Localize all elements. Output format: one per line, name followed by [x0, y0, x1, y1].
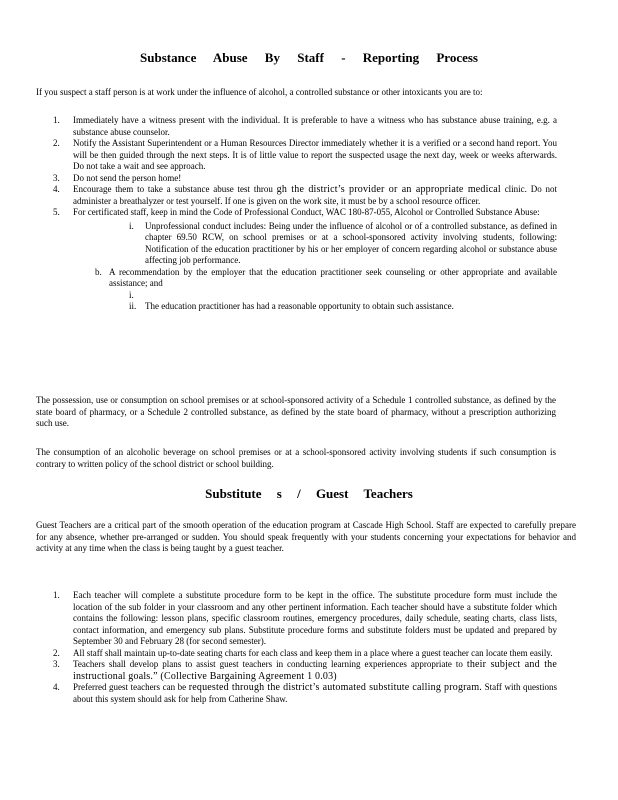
list-item-text: The education practitioner has had a reasonable opportunity to obtain such assistance.: [145, 301, 454, 311]
sub-list-item: [73, 301, 557, 313]
list-item-text: Do not send the person home!: [73, 172, 182, 183]
list-item-text: A recommendation by the employer that the education practitioner seek counseling or other appropriate and available assistance; and: [109, 266, 557, 288]
substitute-steps-list: [53, 590, 558, 705]
list-item-text: requested through the district’s automated substitute calling program.: [188, 682, 482, 693]
list-number: 1.: [53, 115, 60, 125]
list-number: ii.: [129, 301, 137, 311]
list-item-text: Unprofessional conduct includes: Being under the influence of alcohol or of a controlled substance, as defined in chapter 69.50 RCW, on school premises or at a school-sponsored activity involving students, following: Notification of the education practitioner by his or her employer of concern regarding alcohol or substance abuse affecting job performance.: [145, 220, 557, 265]
list-number: 4.: [53, 184, 60, 194]
list-item-text: Teachers shall develop plans to assist guest teachers in conducting learning experiences appropriate to: [73, 659, 463, 669]
sub-list-item: [73, 290, 557, 302]
intro-paragraph: If you suspect a staff person is at work under the influence of alcohol, a controlled substance or other intoxicants you are to:: [36, 87, 483, 97]
list-item: [53, 207, 557, 313]
list-item: [53, 138, 557, 173]
list-item: [53, 647, 557, 660]
list-item-text: Preferred guest teachers can be: [73, 682, 187, 692]
list-item: [53, 172, 557, 185]
list-number: 1.: [53, 590, 60, 600]
list-item: [53, 184, 558, 207]
list-item: [53, 115, 557, 138]
guest-teachers-paragraph: Guest Teachers are a critical part of the smooth operation of the education program at Cascade High School. Staff are expected to carefully prepare for any absence, whether pre-arranged or sudden. You should speak frequently with your students concerning your expectations for behavior and activity at any time when the class is being taught by a guest teacher.: [36, 520, 576, 553]
list-item-text: Each teacher will complete a substitute procedure form to be kept in the office. The substitute procedure form must include the location of the sub folder in your classroom and any other pertinent information. Each teacher should have a substitute folder which contains the following: lesson plans, specific classroom routines, emergency procedures, daily schedule, seating charts, class lists, contact information, and emergency sub plans. Substitute procedure forms and substitute folders must be updated and prepared by September 30 and February 28 (for second semester).: [73, 590, 557, 646]
list-item-text: Immediately have a witness present with the individual. It is preferable to have a witness who has substance abuse training, e.g. a substance abuse counselor.: [73, 115, 557, 137]
list-item-text: All staff shall maintain up-to-date seating charts for each class and keep them in a place where a guest teacher can locate them easily.: [73, 647, 553, 658]
list-number: 5.: [53, 207, 60, 217]
list-item-text: Encourage them to take a substance abuse test throu: [73, 184, 273, 194]
list-number: 4.: [53, 682, 60, 692]
list-item: [53, 659, 558, 682]
list-item-text: Staff with questions about this system should ask for help from Catherine Shaw.: [73, 682, 558, 704]
page-title: Substance Abuse By Staff - Reporting Process: [140, 50, 478, 65]
list-number: 2.: [53, 647, 60, 658]
list-number: i.: [129, 289, 134, 300]
section-title: Substitute s / Guest Teachers: [205, 486, 413, 501]
possession-paragraph: The possession, use or consumption on school premises or at school-sponsored activity of a Schedule 1 controlled substance, as defined by the state board of pharmacy, or a Schedule 2 controlled substance, as defined by the state board of pharmacy, without a prescription authorizing such use.: [36, 395, 556, 428]
list-item-text: their subject and the instructional goals.” (Collective Bargaining Agreement 1 0.03): [73, 659, 558, 682]
list-number: 3.: [53, 172, 60, 183]
list-number: 3.: [53, 659, 60, 669]
list-item-text: gh the district’s provider or an appropriate medical: [276, 184, 501, 195]
list-item: [53, 682, 558, 705]
list-item-text: clinic. Do not administer a breathalyzer or test yourself. If one is given on the work site, it must be by a school resource officer.: [73, 184, 558, 206]
list-item-text: Notify the Assistant Superintendent or a Human Resources Director immediately whether it is a verified or a second hand report. You will be then guided through the next steps. It is of little value to report the suspected usage the next day, week or weeks afterwards. Do not take a wait and see approach.: [73, 138, 557, 171]
sub-list-item: [95, 267, 557, 290]
list-number: b.: [95, 266, 102, 277]
reporting-steps-list: [53, 115, 558, 313]
consumption-paragraph: The consumption of an alcoholic beverage on school premises or at a school-sponsored activity involving students if such consumption is contrary to written policy of the school district or school building.: [36, 447, 556, 469]
list-number: i.: [129, 220, 134, 231]
list-item: [53, 590, 557, 648]
sub-list-item: [73, 221, 557, 267]
list-item-text: For certificated staff, keep in mind the Code of Professional Conduct, WAC 180-87-055, Alcohol or Controlled Substance Abuse:: [73, 207, 540, 217]
list-number: 2.: [53, 138, 60, 148]
